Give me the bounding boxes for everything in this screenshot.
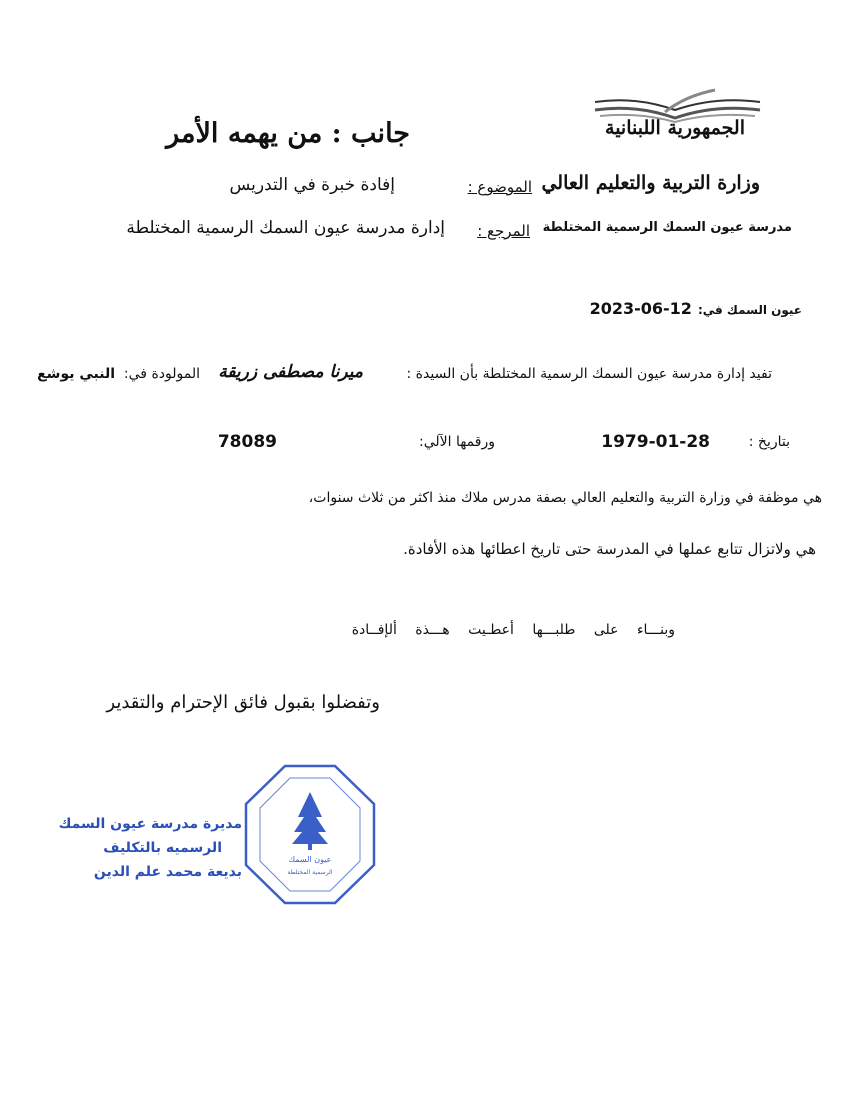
- ministry-title: وزارة التربية والتعليم العالي: [541, 172, 760, 194]
- employment-statement: هي موظفة في وزارة التربية والتعليم العالي بصفة مدرس ملاك منذ اكثر من ثلاث سنوات،: [308, 490, 822, 506]
- request-statement: وبنـــاء على طلبـــها أعطـيت هـــذة ألإفــادة: [351, 622, 675, 638]
- svg-text:الرسمية المختلطة: الرسمية المختلطة: [287, 869, 333, 876]
- subject-value: إفادة خبرة في التدريس: [229, 175, 395, 195]
- addressee: جانب : من يهمه الأمر: [166, 118, 410, 149]
- born-place: النبي يوشع: [37, 366, 115, 382]
- school-name: مدرسة عيون السمك الرسمية المختلطة: [542, 220, 792, 235]
- signature-block: [59, 812, 242, 884]
- id-label: ورقمها الآلي:: [418, 434, 495, 450]
- closing-statement: وتفضلوا بقبول فائق الإحترام والتقدير: [106, 692, 380, 713]
- cedar-icon: [292, 792, 328, 844]
- reference-label: المرجع :: [477, 222, 530, 240]
- date-label: عيون السمك في:: [697, 303, 802, 317]
- date-value: 2023-06-12: [589, 299, 692, 318]
- id-value: 78089: [217, 432, 277, 452]
- reference-value: إدارة مدرسة عيون السمك الرسمية المختلطة: [126, 218, 445, 238]
- continuation-statement: هي ولاتزال تتابع عملها في المدرسة حتى تاريخ اعطائها هذه الأفادة.: [403, 540, 816, 558]
- born-label: المولودة في:: [123, 366, 200, 382]
- official-stamp: [240, 762, 380, 907]
- dob-value: 1979-01-28: [601, 432, 710, 452]
- signatory-name: بديعة محمد علم الدين: [93, 864, 242, 880]
- employee-name: ميرنا مصطفى زريقة: [218, 362, 363, 382]
- dob-label: بتاريخ :: [748, 434, 790, 450]
- republic-title: الجمهورية اللبنانية: [605, 117, 745, 139]
- signature-title: مديرة مدرسة عيون السمك: [58, 816, 242, 832]
- svg-text:عيون السمك: عيون السمك: [288, 855, 332, 864]
- date-line: [590, 299, 802, 318]
- subject-label: الموضوع :: [467, 178, 532, 196]
- signature-subtitle: الرسميه بالتكليف: [103, 840, 222, 856]
- intro-text: تفيد إدارة مدرسة عيون السمك الرسمية المختلطة بأن السيدة :: [406, 366, 772, 382]
